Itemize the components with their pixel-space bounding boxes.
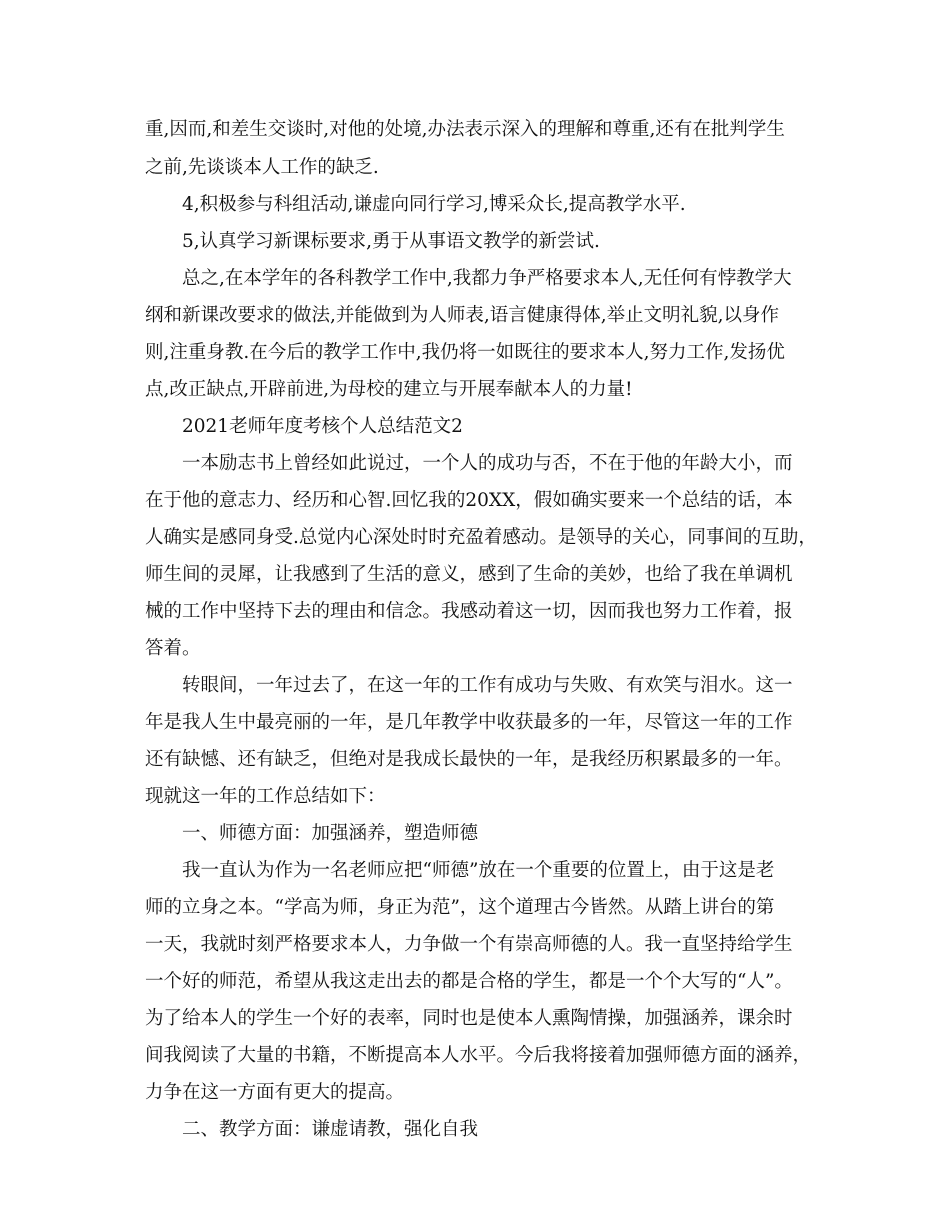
text-line: 师生间的灵犀，让我感到了生活的意义，感到了生命的美妙，也给了我在单调机 (145, 564, 793, 585)
text-line: 答着。 (145, 638, 201, 659)
text-line: 械的工作中坚持下去的理由和信念。我感动着这一切，因而我也努力工作着，报 (145, 601, 793, 622)
text-line: 在于他的意志力、经历和心智.回忆我的20XX，假如确实要来一个总结的话，本 (145, 490, 793, 511)
text-line: 为了给本人的学生一个好的表率，同时也是使本人熏陶情操，加强涵养，课余时 (145, 1008, 793, 1029)
text-line: 转眼间，一年过去了，在这一年的工作有成功与失败、有欢笑与泪水。这一 (182, 675, 793, 696)
text-line: 还有缺憾、还有缺乏，但绝对是我成长最快的一年，是我经历积累最多的一年。 (145, 749, 793, 770)
text-line: 一天，我就时刻严格要求本人，力争做一个有崇高师德的人。我一直坚持给学生 (145, 934, 793, 955)
text-line: 一个好的师范，希望从我这走出去的都是合格的学生，都是一个个大写的“人”。 (145, 971, 793, 992)
section-heading: 一、师德方面：加强涵养，塑造师德 (182, 823, 479, 844)
text-line: 重,因而,和差生交谈时,对他的处境,办法表示深入的理解和尊重,还有在批判学生 (145, 119, 785, 140)
text-line: 一本励志书上曾经如此说过，一个人的成功与否，不在于他的年龄大小，而 (182, 453, 793, 474)
text-line: 师的立身之本。“学高为师，身正为范”，这个道理古今皆然。从踏上讲台的第 (145, 897, 775, 918)
text-line: 点,改正缺点,开辟前进,为母校的建立与开展奉献本人的力量! (145, 379, 633, 400)
text-line: 我一直认为作为一名老师应把“师德”放在一个重要的位置上，由于这是老 (182, 860, 775, 881)
section-heading: 二、教学方面：谦虚请教，强化自我 (182, 1119, 479, 1140)
text-line: 年是我人生中最亮丽的一年，是几年教学中收获最多的一年，尽管这一年的工作 (145, 712, 793, 733)
text-line: 力争在这一方面有更大的提高。 (145, 1082, 405, 1103)
text-line: 纲和新课改要求的做法,并能做到为人师表,语言健康得体,举止文明礼貌,以身作 (145, 305, 780, 326)
text-line: 人确实是感同身受.总觉内心深处时时充盈着感动。是领导的关心，同事间的互助， (145, 527, 817, 548)
text-line: 现就这一年的工作总结如下： (145, 786, 386, 807)
list-item: 4,积极参与科组活动,谦虚向同行学习,博采众长,提高教学水平. (182, 194, 686, 215)
text-line: 则,注重身教.在今后的教学工作中,我仍将一如既往的要求本人,努力工作,发扬优 (145, 342, 785, 363)
list-item: 5,认真学习新课标要求,勇于从事语文教学的新尝试. (182, 231, 600, 252)
text-line: 之前,先谈谈本人工作的缺乏. (145, 157, 379, 178)
text-line: 间我阅读了大量的书籍，不断提高本人水平。今后我将接着加强师德方面的涵养， (145, 1045, 812, 1066)
section-title: 2021老师年度考核个人总结范文2 (182, 416, 463, 437)
text-line: 总之,在本学年的各科教学工作中,我都力争严格要求本人,无任何有悖教学大 (182, 268, 792, 289)
